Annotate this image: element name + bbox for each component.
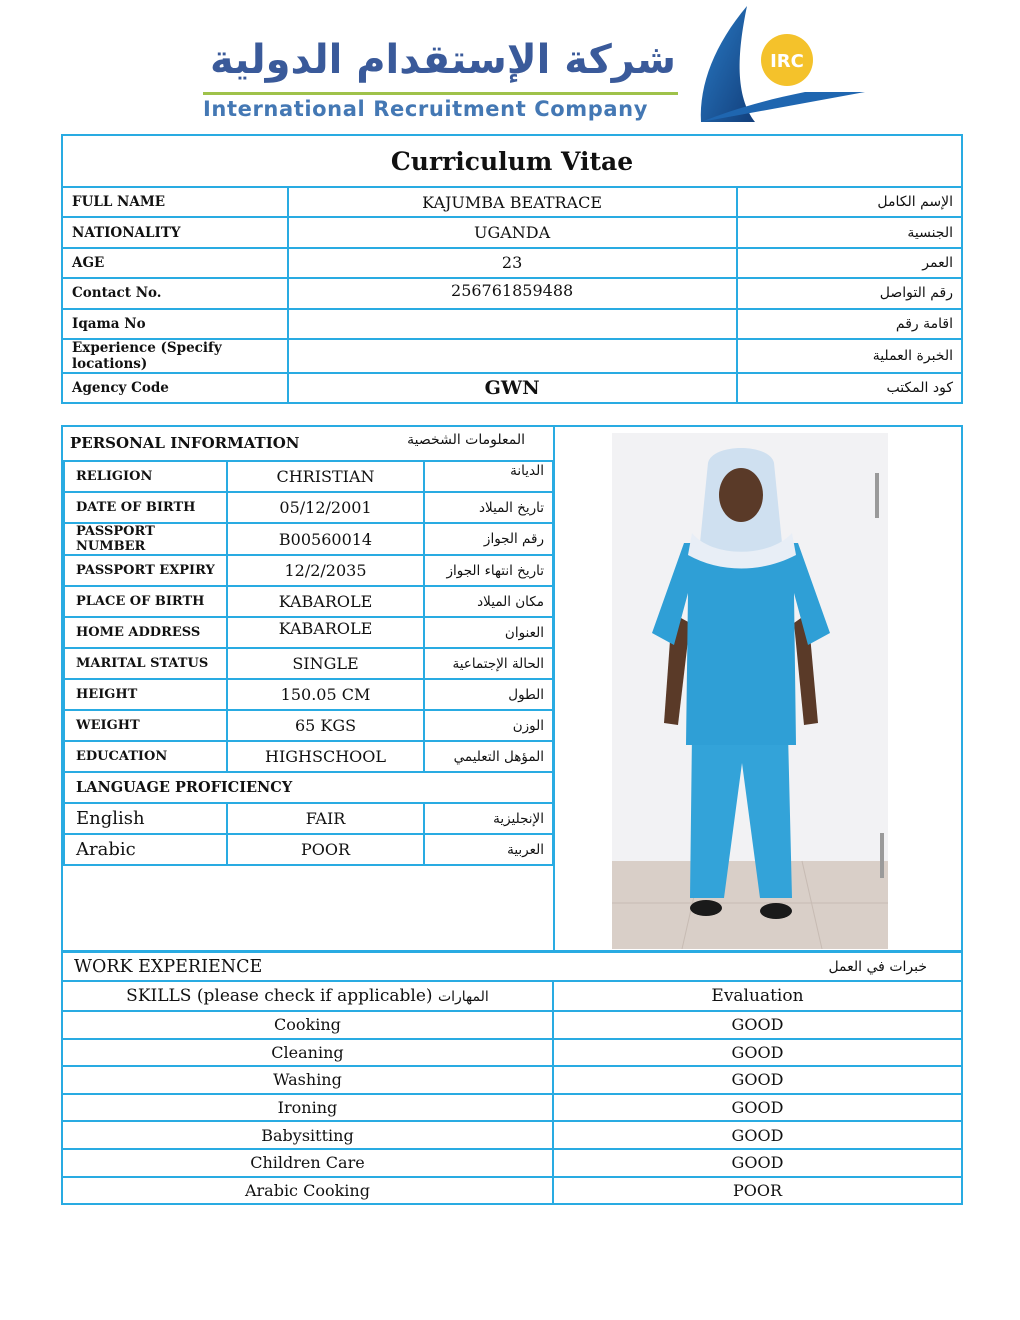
pi-label: EDUCATION — [64, 741, 227, 772]
pi-value: 05/12/2001 — [227, 492, 423, 523]
pi-label: HOME ADDRESS — [64, 617, 227, 648]
company-name-english: International Recruitment Company — [203, 97, 649, 121]
pi-label-ar: الطول — [424, 679, 553, 710]
cv-value — [288, 309, 737, 339]
company-logo — [195, 4, 875, 126]
skill-row — [62, 1149, 962, 1177]
skill-evaluation: GOOD — [553, 1121, 962, 1149]
cv-row-nationality — [62, 217, 962, 247]
pi-label-ar: مكان الميلاد — [424, 586, 553, 617]
skill-evaluation: GOOD — [553, 1066, 962, 1094]
skill-evaluation: GOOD — [553, 1039, 962, 1067]
personal-info-heading-ar: المعلومات الشخصية — [407, 432, 525, 448]
language-value: POOR — [227, 834, 423, 865]
pi-label-ar: رقم الجواز — [424, 523, 553, 555]
cv-label-ar: الجنسية — [737, 217, 962, 247]
pi-value: HIGHSCHOOL — [227, 741, 423, 772]
cv-row-iqama — [62, 309, 962, 339]
pi-value: CHRISTIAN — [227, 461, 423, 492]
skill-name: Ironing — [62, 1094, 553, 1122]
pi-value: SINGLE — [227, 648, 423, 679]
cv-label-ar: الخبرة العملية — [737, 339, 962, 373]
skills-header-label: SKILLS (please check if applicable) — [126, 986, 433, 1006]
candidate-photo — [612, 433, 888, 949]
cv-table — [61, 134, 963, 404]
skill-row — [62, 1011, 962, 1039]
skill-name: Cooking — [62, 1011, 553, 1039]
cv-label: AGE — [62, 248, 288, 278]
company-name-arabic: شركة الإستقدام الدولية — [210, 37, 676, 83]
cv-label-ar: الإسم الكامل — [737, 187, 962, 217]
pi-row-language-english — [64, 803, 553, 834]
candidate-photo-illustration-icon — [612, 433, 888, 949]
pi-label: HEIGHT — [64, 679, 227, 710]
language-proficiency-heading: LANGUAGE PROFICIENCY — [64, 772, 553, 803]
cv-title: Curriculum Vitae — [62, 135, 962, 187]
language-label-ar: الإنجليزية — [424, 803, 553, 834]
cv-label: FULL NAME — [62, 187, 288, 217]
skill-evaluation: POOR — [553, 1177, 962, 1205]
pi-row-place-of-birth — [64, 586, 553, 617]
logo-underline — [203, 92, 678, 95]
pi-label: PASSPORT NUMBER — [64, 523, 227, 555]
pi-row-marital-status — [64, 648, 553, 679]
skill-evaluation: GOOD — [553, 1149, 962, 1177]
pi-row-language-arabic — [64, 834, 553, 865]
work-experience-table — [61, 951, 963, 1205]
skills-header — [62, 981, 553, 1011]
cv-value: 23 — [288, 248, 737, 278]
personal-info-heading: PERSONAL INFORMATION — [70, 434, 300, 452]
skill-name: Children Care — [62, 1149, 553, 1177]
language-label-ar: العربية — [424, 834, 553, 865]
logo-badge-text: IRC — [770, 51, 804, 72]
pi-value: B00560014 — [227, 523, 423, 555]
we-title-row — [62, 952, 962, 981]
pi-row-language-heading — [64, 772, 553, 803]
pi-label-ar: العنوان — [424, 617, 553, 648]
pi-value: 65 KGS — [227, 710, 423, 741]
pi-label-ar: تاريخ انتهاء الجواز — [424, 555, 553, 586]
cv-label: Iqama No — [62, 309, 288, 339]
skill-name: Washing — [62, 1066, 553, 1094]
pi-row-passport-expiry — [64, 555, 553, 586]
skill-evaluation: GOOD — [553, 1011, 962, 1039]
pi-value: KABAROLE — [227, 586, 423, 617]
irc-logo-mark-icon — [695, 4, 870, 126]
pi-value: 12/2/2035 — [227, 555, 423, 586]
cv-row-experience — [62, 339, 962, 373]
pi-label: DATE OF BIRTH — [64, 492, 227, 523]
work-experience-title-ar: خبرات في العمل — [553, 952, 962, 981]
pi-label-ar: الحالة الإجتماعية — [424, 648, 553, 679]
skill-row — [62, 1066, 962, 1094]
pi-label-ar: تاريخ الميلاد — [424, 492, 553, 523]
cv-label-ar: رقم التواصل — [737, 278, 962, 308]
cv-row-agency-code — [62, 373, 962, 403]
skill-row — [62, 1121, 962, 1149]
language-label: Arabic — [64, 834, 227, 865]
skill-name: Arabic Cooking — [62, 1177, 553, 1205]
skill-name: Cleaning — [62, 1039, 553, 1067]
pi-value: 150.05 CM — [227, 679, 423, 710]
pi-label-ar: الوزن — [424, 710, 553, 741]
work-experience-title: WORK EXPERIENCE — [62, 952, 553, 981]
skill-row — [62, 1039, 962, 1067]
pi-value: KABAROLE — [227, 617, 423, 648]
we-header-row — [62, 981, 962, 1011]
cv-label: Agency Code — [62, 373, 288, 403]
cv-value: 256761859488 — [288, 278, 737, 308]
cv-value: KAJUMBA BEATRACE — [288, 187, 737, 217]
pi-row-religion — [64, 461, 553, 492]
skill-evaluation: GOOD — [553, 1094, 962, 1122]
pi-row-height — [64, 679, 553, 710]
skills-header-ar: المهارات — [437, 989, 489, 1005]
pi-row-weight — [64, 710, 553, 741]
language-value: FAIR — [227, 803, 423, 834]
cv-label-ar: اقامة رقم — [737, 309, 962, 339]
pi-label-ar: المؤهل التعليمي — [424, 741, 553, 772]
pi-row-home-address — [64, 617, 553, 648]
cv-row-full-name — [62, 187, 962, 217]
cv-row-age — [62, 248, 962, 278]
pi-row-education — [64, 741, 553, 772]
skill-row — [62, 1177, 962, 1205]
pi-label: WEIGHT — [64, 710, 227, 741]
cv-value: UGANDA — [288, 217, 737, 247]
language-label: English — [64, 803, 227, 834]
evaluation-header: Evaluation — [553, 981, 962, 1011]
pi-row-passport-number — [64, 523, 553, 555]
pi-label: PASSPORT EXPIRY — [64, 555, 227, 586]
skill-row — [62, 1094, 962, 1122]
pi-label-ar: الديانة — [424, 461, 553, 492]
cv-label-ar: كود المكتب — [737, 373, 962, 403]
personal-info-table — [63, 460, 554, 866]
cv-row-contact — [62, 278, 962, 308]
pi-label: RELIGION — [64, 461, 227, 492]
cv-label: Experience (Specify locations) — [62, 339, 288, 373]
cv-value: GWN — [288, 373, 737, 403]
pi-label: PLACE OF BIRTH — [64, 586, 227, 617]
cv-label: Contact No. — [62, 278, 288, 308]
cv-label-ar: العمر — [737, 248, 962, 278]
skill-name: Babysitting — [62, 1121, 553, 1149]
pi-label: MARITAL STATUS — [64, 648, 227, 679]
pi-row-dob — [64, 492, 553, 523]
cv-label: NATIONALITY — [62, 217, 288, 247]
cv-value — [288, 339, 737, 373]
